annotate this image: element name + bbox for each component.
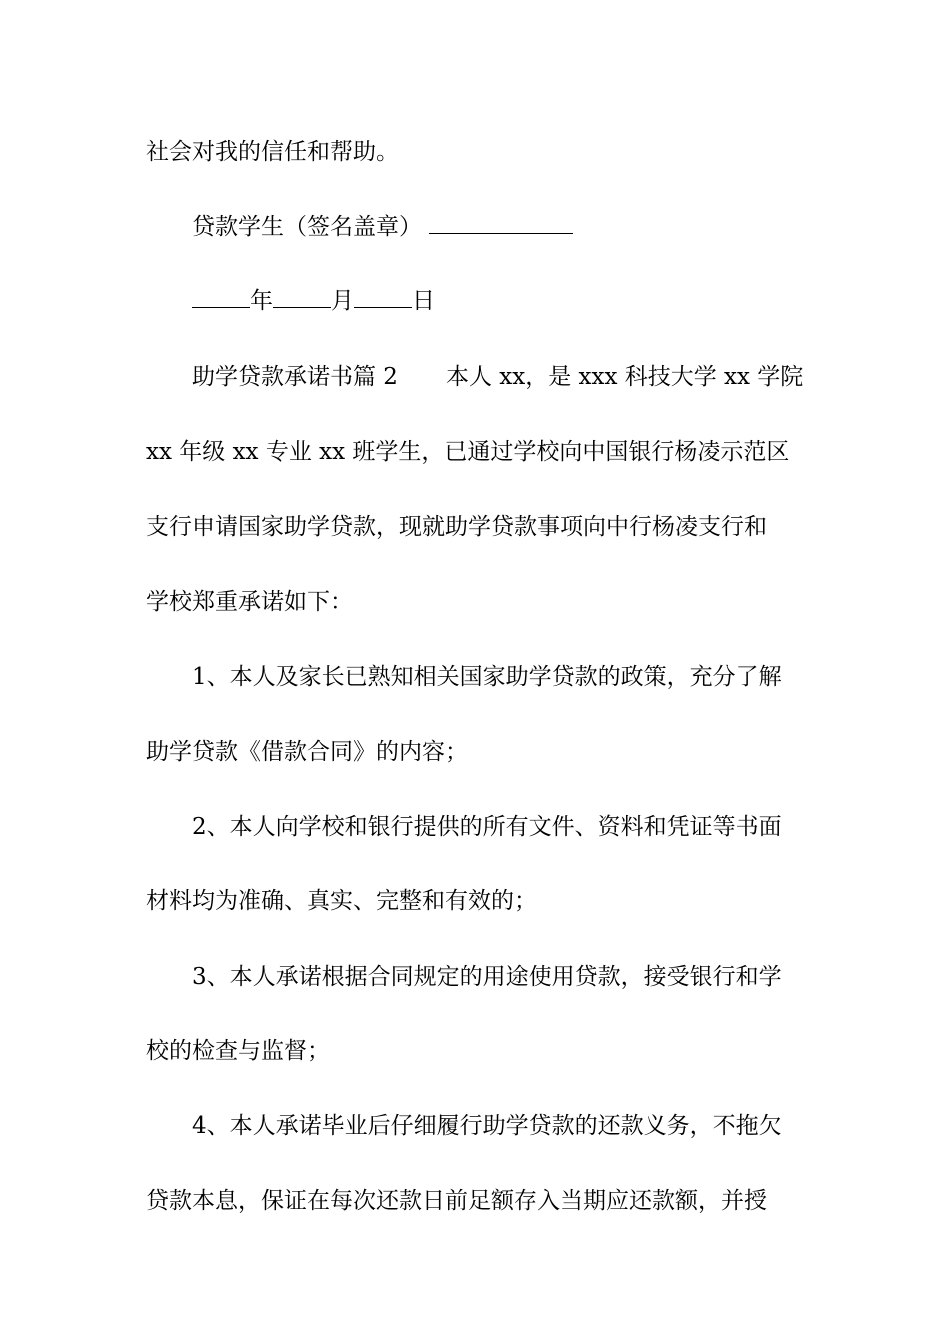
signature-blank xyxy=(429,213,573,234)
text-line xyxy=(192,1111,852,1141)
month-blank xyxy=(273,287,331,308)
line-text: xx 年级 xx 专业 xx 班学生，已通过学校向中国银行杨凌示范区 xyxy=(146,439,790,465)
line-text: 支行申请国家助学贷款，现就助学贷款事项向中行杨凌支行和 xyxy=(146,514,767,540)
date-line xyxy=(192,286,852,316)
line-text: 材料均为准确、真实、完整和有效的； xyxy=(146,888,537,914)
text-line xyxy=(146,587,806,617)
line-text: 社会对我的信任和帮助。 xyxy=(146,139,399,165)
text-line xyxy=(192,962,852,992)
year-label: 年 xyxy=(250,288,273,314)
signature-line xyxy=(192,212,852,242)
line-text: 3、本人承诺根据合同规定的用途使用贷款，接受银行和学 xyxy=(192,964,782,990)
text-line xyxy=(146,886,806,916)
heading-line xyxy=(192,362,852,392)
line-text: 本人 xx，是 xxx 科技大学 xx 学院 xyxy=(445,364,804,390)
line-text: 助学贷款《借款合同》的内容； xyxy=(146,739,468,765)
text-line xyxy=(146,512,806,542)
line-text: 贷款本息，保证在每次还款日前足额存入当期应还款额，并授 xyxy=(146,1188,767,1214)
day-label: 日 xyxy=(412,288,435,314)
day-blank xyxy=(354,287,412,308)
line-text: 校的检查与监督； xyxy=(146,1038,330,1064)
text-line xyxy=(146,137,806,167)
line-text: 学校郑重承诺如下： xyxy=(146,589,353,615)
line-text: 2、本人向学校和银行提供的所有文件、资料和凭证等书面 xyxy=(192,814,782,840)
month-label: 月 xyxy=(331,288,354,314)
signature-label: 贷款学生（签名盖章） xyxy=(192,214,422,240)
text-line xyxy=(192,662,852,692)
text-line xyxy=(146,737,806,767)
text-line xyxy=(146,1186,806,1216)
year-blank xyxy=(192,287,250,308)
text-line xyxy=(146,437,806,467)
section-heading: 助学贷款承诺书篇 2 xyxy=(192,364,398,390)
text-line xyxy=(146,1036,806,1066)
line-text: 1、本人及家长已熟知相关国家助学贷款的政策，充分了解 xyxy=(192,664,782,690)
text-line xyxy=(192,812,852,842)
line-text: 4、本人承诺毕业后仔细履行助学贷款的还款义务，不拖欠 xyxy=(192,1113,782,1139)
